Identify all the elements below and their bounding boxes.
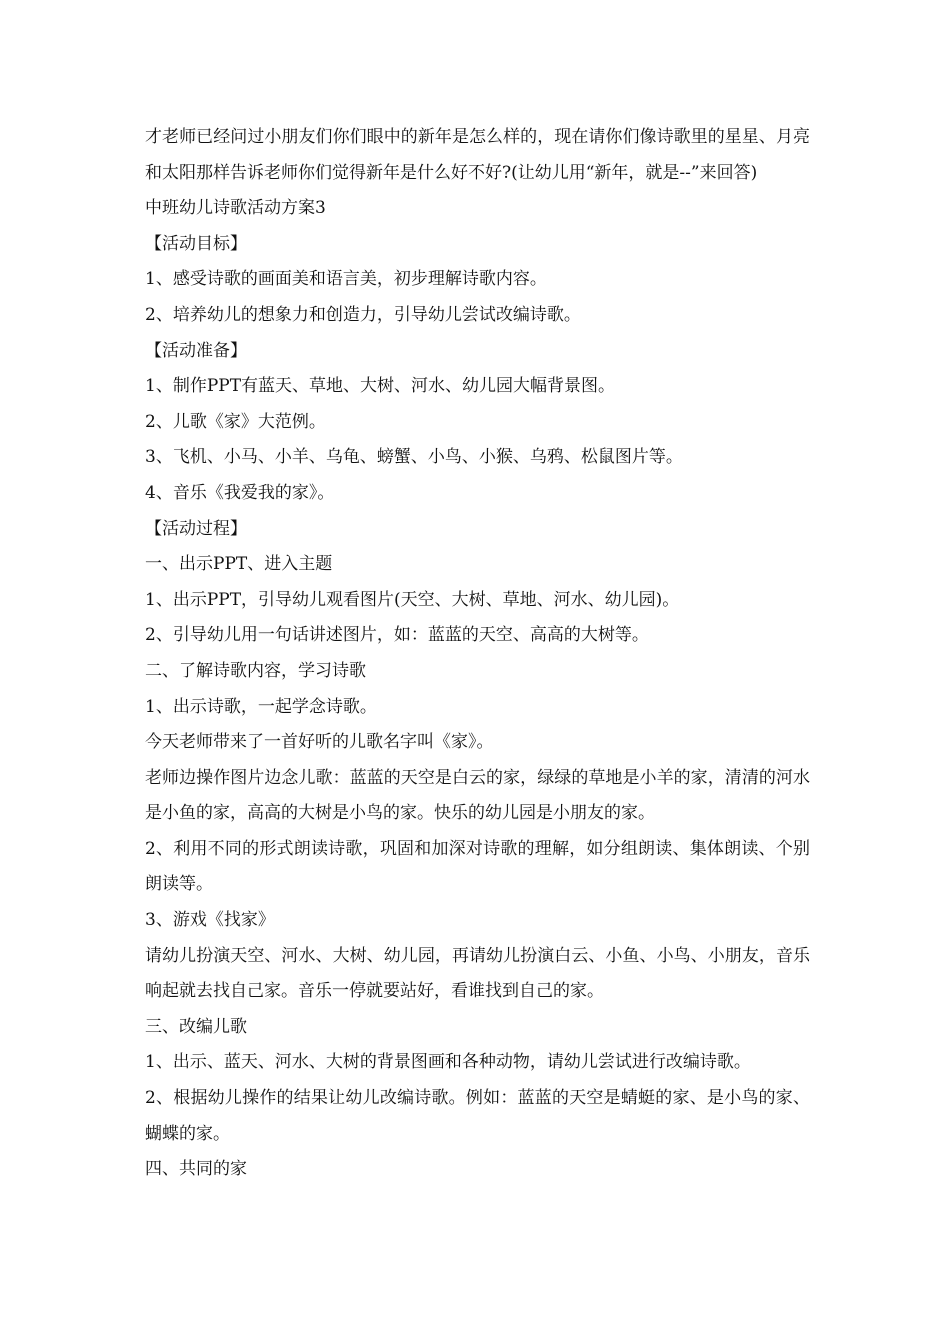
- document-title: 中班幼儿诗歌活动方案3: [145, 198, 326, 219]
- process-item: 2、根据幼儿操作的结果让幼儿改编诗歌。例如：蓝蓝的天空是蜻蜓的家、是小鸟的家、蝴蝶的家。: [145, 1088, 810, 1144]
- process-step-heading: 二、了解诗歌内容，学习诗歌: [145, 660, 366, 681]
- process-step-heading: 四、共同的家: [145, 1159, 247, 1180]
- process-text: 今天老师带来了一首好听的儿歌名字叫《家》。: [145, 732, 494, 753]
- process-item: 1、出示诗歌，一起学念诗歌。: [145, 696, 377, 717]
- poem-paragraph: 老师边操作图片边念儿歌：蓝蓝的天空是白云的家，绿绿的草地是小羊的家，清清的河水是小鱼的家，高高的大树是小鸟的家。快乐的幼儿园是小朋友的家。: [145, 767, 810, 824]
- heading-activity-preparation: 【活动准备】: [145, 340, 247, 361]
- goal-item: 1、感受诗歌的画面美和语言美，初步理解诗歌内容。: [145, 269, 547, 290]
- preparation-item: 3、飞机、小马、小羊、乌龟、螃蟹、小鸟、小猴、乌鸦、松鼠图片等。: [145, 447, 683, 468]
- preparation-item: 2、儿歌《家》大范例。: [145, 411, 326, 432]
- preparation-item: 4、音乐《我爱我的家》。: [145, 482, 335, 503]
- heading-activity-process: 【活动过程】: [145, 518, 247, 539]
- preparation-item: 1、制作PPT有蓝天、草地、大树、河水、幼儿园大幅背景图。: [145, 376, 616, 397]
- process-item: 2、利用不同的形式朗读诗歌，巩固和加深对诗歌的理解，如分组朗读、集体朗读、个别朗读等。: [145, 838, 810, 895]
- document-page: [145, 120, 810, 1188]
- process-item: 3、游戏《找家》: [145, 910, 275, 931]
- game-paragraph: 请幼儿扮演天空、河水、大树、幼儿园，再请幼儿扮演白云、小鱼、小鸟、小朋友，音乐响起就去找自己家。音乐一停就要站好，看谁找到自己的家。: [145, 945, 810, 1002]
- process-item: 1、出示、蓝天、河水、大树的背景图画和各种动物，请幼儿尝试进行改编诗歌。: [145, 1052, 751, 1073]
- process-step-heading: 三、改编儿歌: [145, 1016, 247, 1037]
- process-item: 2、引导幼儿用一句话讲述图片，如：蓝蓝的天空、高高的大树等。: [145, 625, 649, 646]
- process-item: 1、出示PPT，引导幼儿观看图片(天空、大树、草地、河水、幼儿园)。: [145, 589, 680, 610]
- process-step-heading: 一、出示PPT、进入主题: [145, 554, 333, 575]
- goal-item: 2、培养幼儿的想象力和创造力，引导幼儿尝试改编诗歌。: [145, 304, 581, 325]
- heading-activity-goals: 【活动目标】: [145, 233, 247, 254]
- intro-paragraph: 才老师已经问过小朋友们你们眼中的新年是怎么样的，现在请你们像诗歌里的星星、月亮和太阳那样告诉老师你们觉得新年是什么好不好?(让幼儿用“新年，就是--”来回答): [145, 127, 810, 183]
